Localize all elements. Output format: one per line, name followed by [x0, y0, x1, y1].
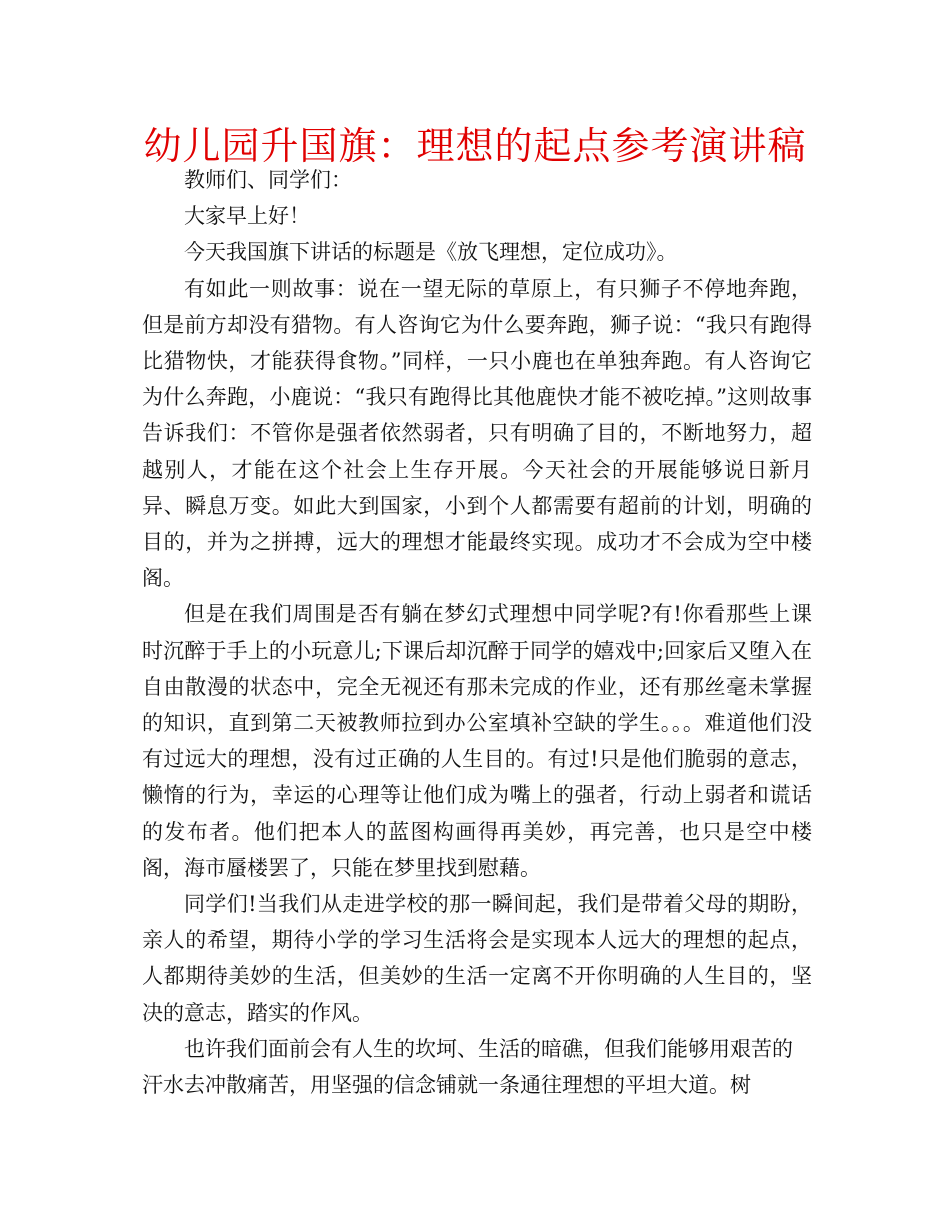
appeal-paragraph: 同学们!当我们从走进学校的那一瞬间起，我们是带着父母的期盼，亲人的希望，期待小学的学习生活将会是实现本人远大的理想的起点，人都期待美妙的生活，但美妙的生活一定离不开你明确的人生目的，坚决的意志，踏实的作风。	[142, 892, 812, 1025]
story-paragraph: 有如此一则故事：说在一望无际的草原上，有只狮子不停地奔跑，但是前方却没有猎物。有人咨询它为什么要奔跑，狮子说：“我只有跑得比猎物快，才能获得食物。”同样，一只小鹿也在单独奔跑。有人咨询它为什么奔跑，小鹿说：“我只有跑得比其他鹿快才能不被吃掉。”这则故事告诉我们：不管你是强者依然弱者，只有明确了目的，不断地努力，超越别人，才能在这个社会上生存开展。今天社会的开展能够说日新月异、瞬息万变。如此大到国家，小到个人都需要有超前的计划，明确的目的，并为之拼搏，远大的理想才能最终实现。成功才不会成为空中楼阁。	[142, 276, 812, 591]
greeting-paragraph: 教师们、同学们：	[184, 168, 352, 192]
closing-paragraph: 也许我们面前会有人生的坎坷、生活的暗礁，但我们能够用艰苦的汗水去冲散痛苦，用坚强的信念铺就一条通往理想的平坦大道。树	[142, 1036, 793, 1098]
document-title: 幼儿园升国旗：理想的起点参考演讲稿	[143, 124, 807, 168]
document-body	[142, 162, 812, 1103]
reflection-paragraph: 但是在我们周围是否有躺在梦幻式理想中同学呢?有!你看那些上课时沉醉于手上的小玩意儿;下课后却沉醉于同学的嬉戏中;回家后又堕入在自由散漫的状态中，完全无视还有那未完成的作业，还有那丝毫未掌握的知识，直到第二天被教师拉到办公室填补空缺的学生。。。难道他们没有过远大的理想，没有过正确的人生目的。有过!只是他们脆弱的意志，懒惰的行为，幸运的心理等让他们成为嘴上的强者，行动上弱者和谎话的发布者。他们把本人的蓝图构画得再美妙，再完善，也只是空中楼阁，海市蜃楼罢了，只能在梦里找到慰藉。	[142, 602, 812, 880]
topic-paragraph: 今天我国旗下讲话的标题是《放飞理想，定位成功》。	[184, 240, 678, 265]
morning-greeting-paragraph: 大家早上好！	[184, 204, 310, 229]
